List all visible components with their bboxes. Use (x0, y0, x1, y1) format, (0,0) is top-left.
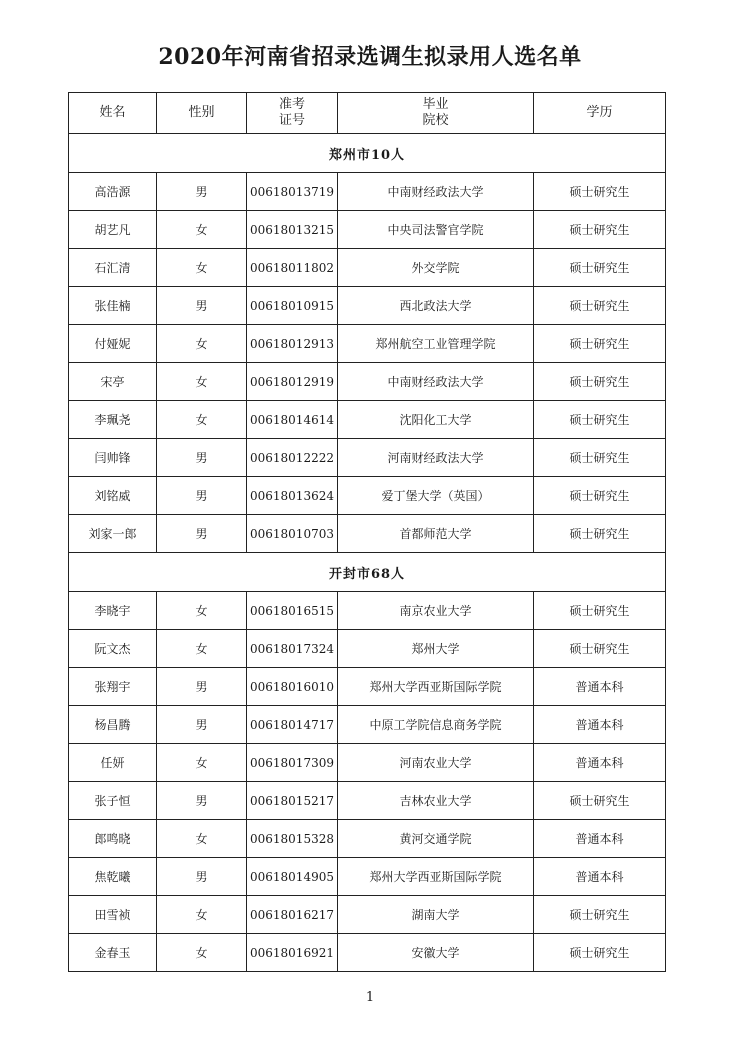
cell-gender: 女 (157, 934, 247, 972)
cell-degree: 硕士研究生 (534, 896, 666, 934)
cell-name: 阮文杰 (69, 630, 157, 668)
cell-school: 河南财经政法大学 (338, 439, 534, 477)
cell-gender: 女 (157, 249, 247, 287)
cell-school: 吉林农业大学 (338, 782, 534, 820)
cell-degree: 硕士研究生 (534, 934, 666, 972)
cell-school: 郑州大学 (338, 630, 534, 668)
table-row (69, 173, 666, 211)
header-exam-id-line: 准考 (278, 97, 305, 112)
header-school-line: 毕业 (422, 97, 449, 112)
cell-gender: 女 (157, 896, 247, 934)
cell-gender: 男 (157, 858, 247, 896)
cell-gender: 男 (157, 439, 247, 477)
cell-name: 高浩源 (69, 173, 157, 211)
cell-degree: 普通本科 (534, 706, 666, 744)
table-row (69, 934, 666, 972)
cell-gender: 男 (157, 706, 247, 744)
group-header-row (69, 134, 666, 173)
table-row (69, 592, 666, 630)
cell-school: 南京农业大学 (338, 592, 534, 630)
table-header-row (69, 93, 666, 134)
cell-school: 河南农业大学 (338, 744, 534, 782)
cell-degree: 硕士研究生 (534, 782, 666, 820)
table-row (69, 896, 666, 934)
cell-gender: 女 (157, 744, 247, 782)
table-row (69, 325, 666, 363)
table-row (69, 820, 666, 858)
table-row (69, 287, 666, 325)
cell-degree: 硕士研究生 (534, 363, 666, 401)
cell-exam-id: 00618016921 (247, 934, 338, 972)
table-row (69, 630, 666, 668)
cell-name: 任妍 (69, 744, 157, 782)
cell-name: 李珮尧 (69, 401, 157, 439)
cell-school: 中原工学院信息商务学院 (338, 706, 534, 744)
cell-gender: 男 (157, 782, 247, 820)
cell-exam-id: 00618014614 (247, 401, 338, 439)
cell-degree: 硕士研究生 (534, 173, 666, 211)
cell-school: 沈阳化工大学 (338, 401, 534, 439)
cell-name: 张子恒 (69, 782, 157, 820)
cell-exam-id: 00618016515 (247, 592, 338, 630)
cell-gender: 男 (157, 287, 247, 325)
cell-exam-id: 00618017324 (247, 630, 338, 668)
table-row (69, 477, 666, 515)
cell-name: 刘铭威 (69, 477, 157, 515)
cell-exam-id: 00618016010 (247, 668, 338, 706)
table-row (69, 668, 666, 706)
cell-school: 中南财经政法大学 (338, 173, 534, 211)
cell-exam-id: 00618013624 (247, 477, 338, 515)
cell-name: 石汇清 (69, 249, 157, 287)
cell-degree: 硕士研究生 (534, 401, 666, 439)
cell-name: 张佳楠 (69, 287, 157, 325)
cell-school: 爱丁堡大学（英国） (338, 477, 534, 515)
header-degree: 学历 (534, 93, 666, 134)
cell-exam-id: 00618010915 (247, 287, 338, 325)
cell-name: 焦乾曦 (69, 858, 157, 896)
cell-name: 刘家一郎 (69, 515, 157, 553)
cell-school: 中南财经政法大学 (338, 363, 534, 401)
table-row (69, 211, 666, 249)
cell-gender: 男 (157, 477, 247, 515)
cell-degree: 硕士研究生 (534, 211, 666, 249)
cell-school: 西北政法大学 (338, 287, 534, 325)
cell-exam-id: 00618017309 (247, 744, 338, 782)
group-label: 郑州市10人 (69, 134, 666, 173)
cell-name: 宋亭 (69, 363, 157, 401)
cell-degree: 普通本科 (534, 744, 666, 782)
cell-degree: 硕士研究生 (534, 287, 666, 325)
cell-gender: 女 (157, 630, 247, 668)
header-school (338, 93, 534, 134)
document-title: 2020年河南省招录选调生拟录用人选名单 (158, 44, 582, 70)
cell-name: 闫帅锋 (69, 439, 157, 477)
cell-name: 郎鸣晓 (69, 820, 157, 858)
cell-exam-id: 00618014905 (247, 858, 338, 896)
table-row (69, 858, 666, 896)
cell-degree: 硕士研究生 (534, 249, 666, 287)
header-school-line: 院校 (422, 113, 449, 128)
table-row (69, 363, 666, 401)
cell-exam-id: 00618013215 (247, 211, 338, 249)
cell-school: 首都师范大学 (338, 515, 534, 553)
cell-exam-id: 00618010703 (247, 515, 338, 553)
cell-name: 杨昌腾 (69, 706, 157, 744)
cell-school: 郑州大学西亚斯国际学院 (338, 668, 534, 706)
cell-gender: 女 (157, 820, 247, 858)
cell-exam-id: 00618011802 (247, 249, 338, 287)
cell-name: 付娅妮 (69, 325, 157, 363)
cell-exam-id: 00618013719 (247, 173, 338, 211)
cell-degree: 硕士研究生 (534, 515, 666, 553)
group-header-row (69, 553, 666, 592)
cell-school: 湖南大学 (338, 896, 534, 934)
cell-name: 金春玉 (69, 934, 157, 972)
cell-school: 郑州大学西亚斯国际学院 (338, 858, 534, 896)
cell-name: 田雪祯 (69, 896, 157, 934)
cell-name: 胡艺凡 (69, 211, 157, 249)
cell-exam-id: 00618012222 (247, 439, 338, 477)
cell-degree: 普通本科 (534, 668, 666, 706)
table-row (69, 515, 666, 553)
cell-name: 张翔宇 (69, 668, 157, 706)
page-number: 1 (365, 990, 375, 1005)
cell-gender: 女 (157, 211, 247, 249)
cell-school: 中央司法警官学院 (338, 211, 534, 249)
cell-gender: 女 (157, 401, 247, 439)
cell-gender: 男 (157, 173, 247, 211)
cell-gender: 男 (157, 668, 247, 706)
table-body (69, 134, 666, 972)
cell-exam-id: 00618015328 (247, 820, 338, 858)
cell-school: 外交学院 (338, 249, 534, 287)
cell-exam-id: 00618012919 (247, 363, 338, 401)
cell-degree: 硕士研究生 (534, 477, 666, 515)
header-exam-id (247, 93, 338, 134)
cell-gender: 女 (157, 325, 247, 363)
table-row (69, 744, 666, 782)
header-exam-id-line: 证号 (278, 113, 305, 128)
cell-exam-id: 00618012913 (247, 325, 338, 363)
table-row (69, 706, 666, 744)
table-row (69, 782, 666, 820)
group-label: 开封市68人 (69, 553, 666, 592)
cell-degree: 硕士研究生 (534, 325, 666, 363)
header-name: 姓名 (69, 93, 157, 134)
table-row (69, 439, 666, 477)
cell-degree: 普通本科 (534, 858, 666, 896)
cell-degree: 普通本科 (534, 820, 666, 858)
header-gender: 性别 (157, 93, 247, 134)
cell-gender: 女 (157, 363, 247, 401)
cell-gender: 女 (157, 592, 247, 630)
cell-name: 李晓宇 (69, 592, 157, 630)
candidate-table (68, 92, 666, 972)
cell-exam-id: 00618014717 (247, 706, 338, 744)
table-row (69, 249, 666, 287)
cell-gender: 男 (157, 515, 247, 553)
cell-degree: 硕士研究生 (534, 439, 666, 477)
cell-school: 郑州航空工业管理学院 (338, 325, 534, 363)
table-row (69, 401, 666, 439)
cell-school: 安徽大学 (338, 934, 534, 972)
cell-school: 黄河交通学院 (338, 820, 534, 858)
cell-degree: 硕士研究生 (534, 630, 666, 668)
cell-exam-id: 00618016217 (247, 896, 338, 934)
cell-degree: 硕士研究生 (534, 592, 666, 630)
cell-exam-id: 00618015217 (247, 782, 338, 820)
